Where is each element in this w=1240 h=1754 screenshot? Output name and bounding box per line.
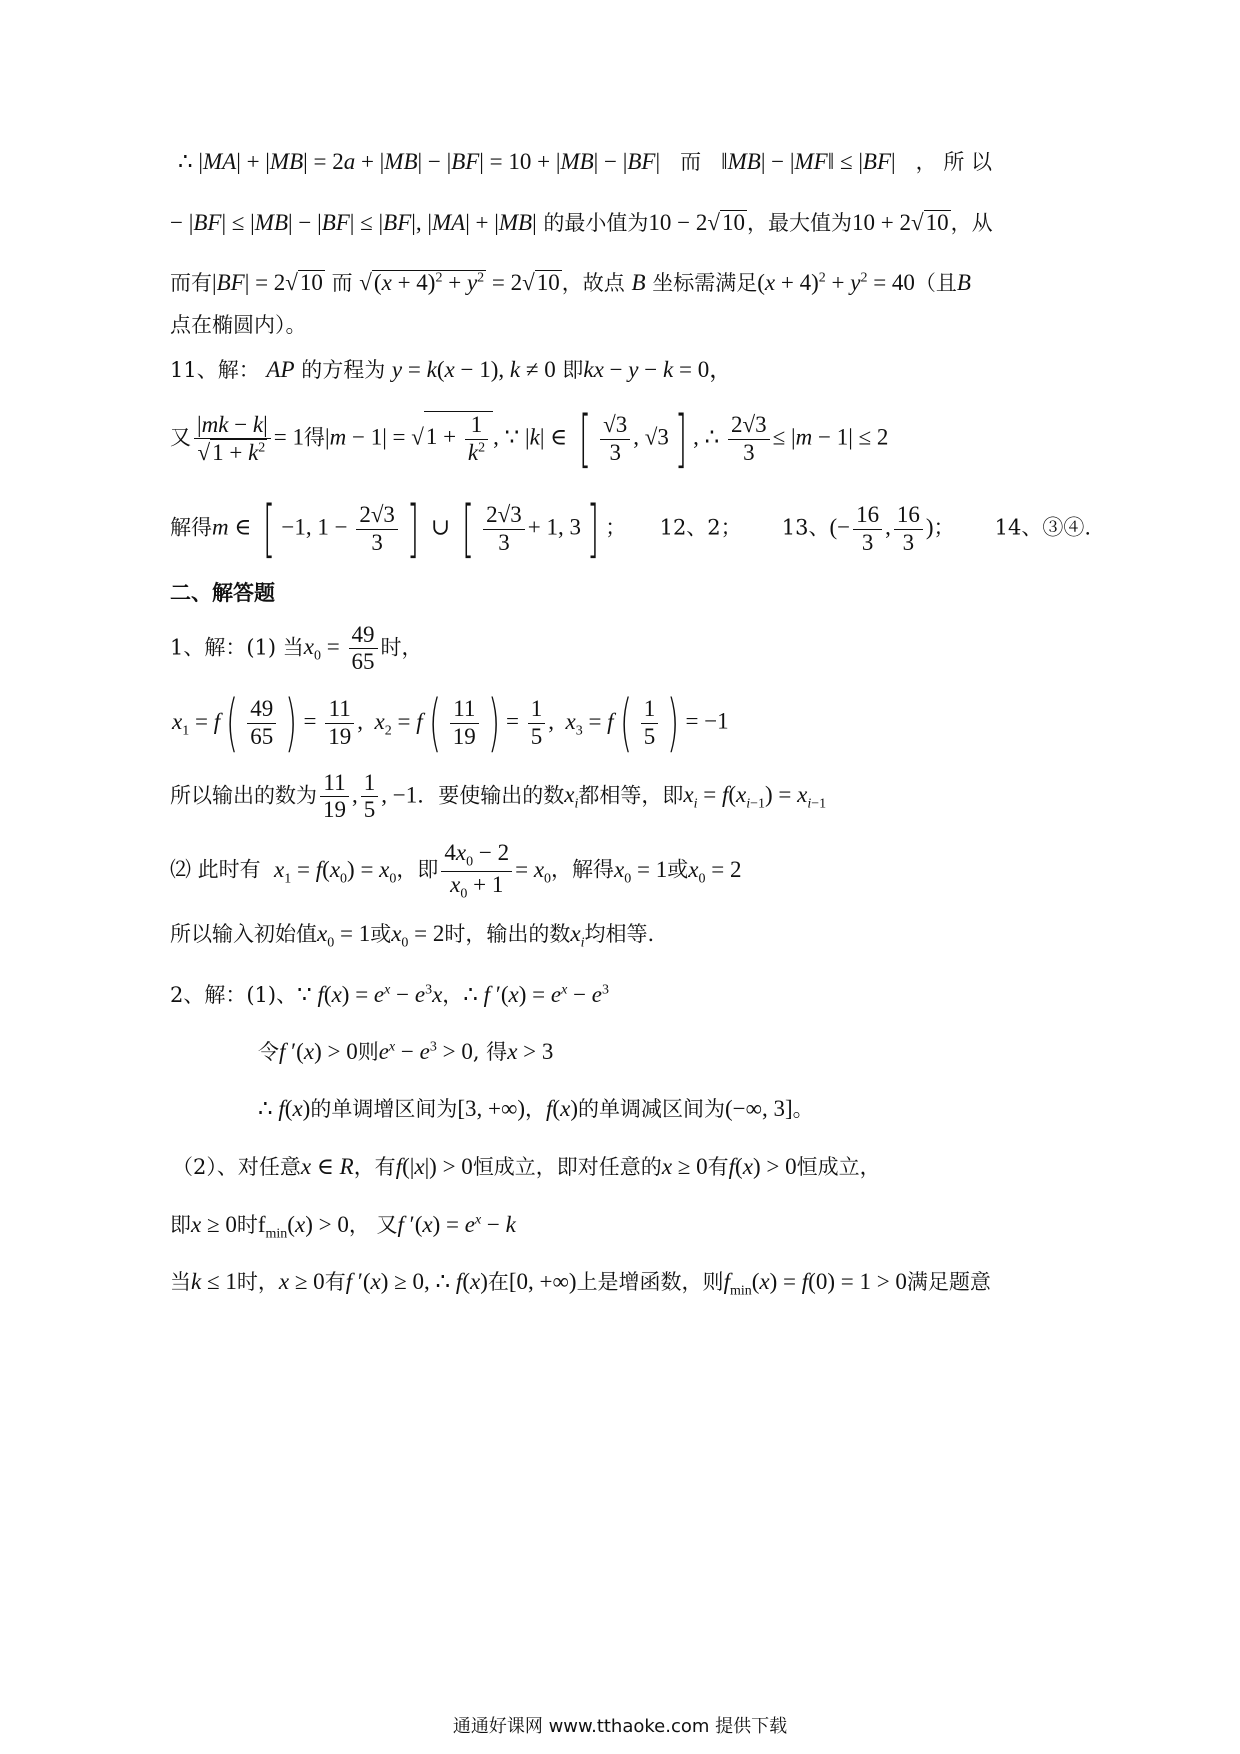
formula: $x_i = f(x_{i-1}) = x_{i-1}$ <box>683 782 827 813</box>
text: 恒成立， <box>796 1155 881 1179</box>
formula: B <box>631 270 646 295</box>
formula: $x_i$ <box>564 782 579 813</box>
formula: y = k(x − 1), k ≠ 0 <box>391 357 556 382</box>
fraction: $\frac{11}{19}$ <box>320 770 349 824</box>
formula: |m − 1| = √ <box>324 424 424 450</box>
formula: [3, +∞) <box>457 1096 526 1121</box>
line-4 <box>170 315 307 336</box>
problem-2-line-3 <box>258 1097 814 1120</box>
formula: ∪ <box>425 514 456 540</box>
formula: f(x) > 0 <box>728 1154 797 1179</box>
formula: AP <box>266 357 295 382</box>
formula: f ′(x) > 0 <box>279 1039 358 1064</box>
text: ， <box>442 983 464 1007</box>
formula: [0, +∞) <box>508 1269 577 1294</box>
problem-2-line-1 <box>170 983 609 1006</box>
formula: −1, 1 − <box>281 514 354 540</box>
problem-1-line-2: $x_1 = f$( $\frac{49}{65}$ ) = $\frac{11}{19}$ , $x_2 = f$( $\frac{11}{19}$ ) = $\frac{1}{5}$ , $x_3 = f$( $\frac{1}{5}$ ) = −1 <box>172 686 729 759</box>
text: 点在椭圆内）。 <box>170 313 307 337</box>
formula: − |BF| ≤ |MB| − |BF| ≤ |BF|, |MA| + |MB| <box>170 210 537 235</box>
problem-2-line-5 <box>170 1213 516 1242</box>
text: 的单调减区间为 <box>577 1097 725 1121</box>
text: 有 <box>324 1270 346 1294</box>
fraction: $\frac{√3}{3}$ <box>600 412 630 466</box>
text: 或 <box>667 857 689 882</box>
formula: $(x + 4)^2 + y^2 = 40$ <box>757 270 915 295</box>
problem-1-line-4: ⑵ 此时有 $x_1 = f(x_0) = x_0$，即 $\frac{4x_0 - 2}{x_0 + 1}$ = $x_0$，解得$x_0 = 1$或$x_0 = 2$ <box>170 840 742 902</box>
formula: kx − y − k = 0， <box>583 357 733 382</box>
formula: 1 + $\frac{1}{k^2}$ <box>424 411 493 466</box>
text: 解得 <box>170 515 212 540</box>
formula: , ∴ <box>693 424 725 450</box>
formula: x ∈ R <box>300 1154 354 1179</box>
problem-1-line-3: 所以输出的数为 $\frac{11}{19}$ , $\frac{1}{5}$ , −1．要使输出的数$x_i$都相等，即$x_i = f(x_{i-1}) = x_{i-1}$ <box>170 770 827 823</box>
formula: m ∈ <box>212 514 258 540</box>
formula: + 1, 3 <box>527 514 581 540</box>
text: ，从 <box>950 211 993 235</box>
text: 2、解：(1)、 <box>170 983 298 1007</box>
text: 又 <box>170 425 191 450</box>
text: 的最小值为 <box>543 211 649 235</box>
fraction: $\frac{49}{65}$ <box>349 622 378 676</box>
text: ， 又 <box>348 1213 398 1237</box>
formula: $x_1 = f$ <box>172 708 221 739</box>
formula: 10 − 2√10 <box>648 210 745 235</box>
formula: , √3 <box>633 424 669 450</box>
fraction: $\frac{2√3}{3}$ <box>356 502 398 556</box>
formula: 10 + 2√10 <box>852 210 949 235</box>
text: ， <box>525 1097 547 1121</box>
text: 上是增函数，则 <box>576 1270 724 1294</box>
formula: $x_0 = 1$ <box>317 921 371 951</box>
text: 都相等，即 <box>578 783 684 808</box>
formula: $x_1 = f(x_0) = x_0$ <box>274 856 397 887</box>
text: 1、解：(1) 当 <box>170 635 304 660</box>
formula: f $'(x) = e^x - k$ <box>397 1212 516 1237</box>
formula: x > 3 <box>507 1039 554 1064</box>
text: 二、解答题 <box>170 580 275 605</box>
text: 12、2； <box>659 515 742 540</box>
formula: f ′(x) ≥ 0, ∴ f(x) <box>345 1269 488 1294</box>
text: 即 <box>170 1213 191 1237</box>
text: 当 <box>170 1270 191 1294</box>
text: ，解得 <box>551 857 615 882</box>
page-footer: 通通好课网 www.tthaoke.com 提供下载 <box>452 1716 788 1737</box>
problem-1-line-1 <box>170 622 423 676</box>
line-7: 解得m ∈ [ −1, 1 − $\frac{2√3}{3}$ ] ∪ [ $\frac{2√3}{3}$ + 1, 3] ； 12、2； 13、(− $\frac{16}{3}$ , $\frac{16}{3}$ )； 14、③④. <box>170 492 1092 565</box>
text: 恒成立，即对任意的 <box>472 1155 662 1179</box>
text: ，有 <box>353 1155 396 1179</box>
formula: ∴ f $'(x) = e^x - e^3$ <box>463 982 610 1007</box>
text: 在 <box>487 1270 509 1294</box>
text: 而 <box>331 271 353 295</box>
line-5 <box>170 358 732 381</box>
line-6 <box>170 402 889 475</box>
formula: ≤ |m − 1| ≤ 2 <box>772 424 889 450</box>
text: 11、解： <box>170 358 260 382</box>
formula: x ≥ 0 <box>661 1154 708 1179</box>
bracket: ] <box>674 402 688 475</box>
text: 令 <box>258 1040 279 1064</box>
formula: f(|x|) > 0 <box>395 1154 473 1179</box>
formula: ∵ $f(x) = e^x - e^3x$ <box>297 982 443 1007</box>
formula: $x_0 = 2$ <box>391 921 445 951</box>
text: ，故点 <box>561 271 625 295</box>
text: 时， <box>380 635 423 660</box>
fraction: $\frac{|mk - k|}{√1 + k^2}$ <box>194 412 271 467</box>
text: 或 <box>370 922 392 946</box>
text: 坐标需满足 <box>652 271 758 295</box>
line-2 <box>170 210 993 234</box>
text: ，最大值为 <box>747 211 852 235</box>
text: （2）、对任意 <box>172 1155 301 1179</box>
formula: ∴ f(x) <box>258 1096 311 1121</box>
bracket: [ <box>263 492 276 565</box>
text: （且 <box>914 271 957 295</box>
problem-2-line-6 <box>170 1270 991 1299</box>
formula: B <box>956 270 971 295</box>
text: 时，输出的数 <box>444 922 571 946</box>
formula: $x_0$ = <box>303 634 346 665</box>
fraction: $\frac{16}{3}$ <box>853 502 882 556</box>
fraction: $\frac{2√3}{3}$ <box>483 502 525 556</box>
formula: ‖MB| − |MF‖ ≤ |BF| <box>721 149 896 174</box>
text: 均相等. <box>584 922 655 946</box>
formula: $x_0 = 2$ <box>688 856 742 887</box>
bracket: ] <box>587 492 600 565</box>
problem-1-line-5 <box>170 922 654 951</box>
text: ⑵ 此时有 <box>170 857 261 882</box>
problem-2-line-2 <box>258 1040 553 1063</box>
text: 所以输出的数为 <box>170 783 317 808</box>
formula: (−∞, 3] <box>724 1096 793 1121</box>
formula: $x_i$ <box>570 921 585 951</box>
bracket: ] <box>406 492 420 565</box>
text: 而有 <box>170 271 212 295</box>
text: 所以输入初始值 <box>170 922 317 946</box>
formula: k ≤ 1 <box>191 1269 237 1294</box>
formula: = 1 <box>273 424 304 450</box>
fraction: $\frac{16}{3}$ <box>894 502 923 556</box>
text: 得 <box>303 425 325 450</box>
formula: f(x) <box>546 1096 578 1121</box>
text: 而 <box>680 150 702 174</box>
text: 有 <box>707 1155 729 1179</box>
text: ， 所 以 <box>915 150 993 174</box>
text: 。 <box>792 1097 814 1121</box>
text: 时 <box>236 1213 258 1237</box>
text: 时， <box>236 1270 279 1294</box>
text: 13、 <box>781 515 830 540</box>
formula: $√(x + 4)^2 + y^2 = 2√10$ <box>359 270 560 295</box>
formula: $x_0 = 1$ <box>614 856 668 887</box>
bracket: [ <box>579 402 592 475</box>
bracket: [ <box>461 492 475 565</box>
formula: , ∵ |k| ∈ <box>493 424 573 450</box>
text: 则 <box>357 1040 379 1064</box>
problem-2-line-4 <box>172 1155 881 1178</box>
text: 满足题意 <box>906 1270 991 1294</box>
formula: $f_{min}(x) = f(0) = 1 > 0$ <box>723 1269 907 1299</box>
formula: $f_{min}(x) > 0$ <box>257 1212 349 1242</box>
text: 的单调增区间为 <box>310 1097 458 1121</box>
text: , 得 <box>472 1040 508 1064</box>
text: ，即 <box>396 857 439 882</box>
line-3 <box>170 270 971 294</box>
formula: $e^x - e^3 > 0$ <box>378 1039 473 1064</box>
formula: x ≥ 0 <box>278 1269 325 1294</box>
formula: |BF| = 2√10 <box>212 270 323 295</box>
formula: x ≥ 0 <box>191 1212 237 1237</box>
text: 14、③④. <box>994 515 1092 540</box>
text: 的方程为 <box>301 358 386 382</box>
fraction: $\frac{2√3}{3}$ <box>728 412 770 466</box>
text: ．要使输出的数 <box>417 783 565 808</box>
section-title <box>170 582 275 603</box>
line-1 <box>178 150 992 173</box>
formula: ∴ |MA| + |MB| = 2a + |MB| − |BF| = 10 + |MB| − |BF| <box>178 149 661 174</box>
formula: (− <box>829 514 851 540</box>
text: 即 <box>562 358 584 382</box>
fraction: $\frac{4x_0 - 2}{x_0 + 1}$ <box>441 840 512 902</box>
